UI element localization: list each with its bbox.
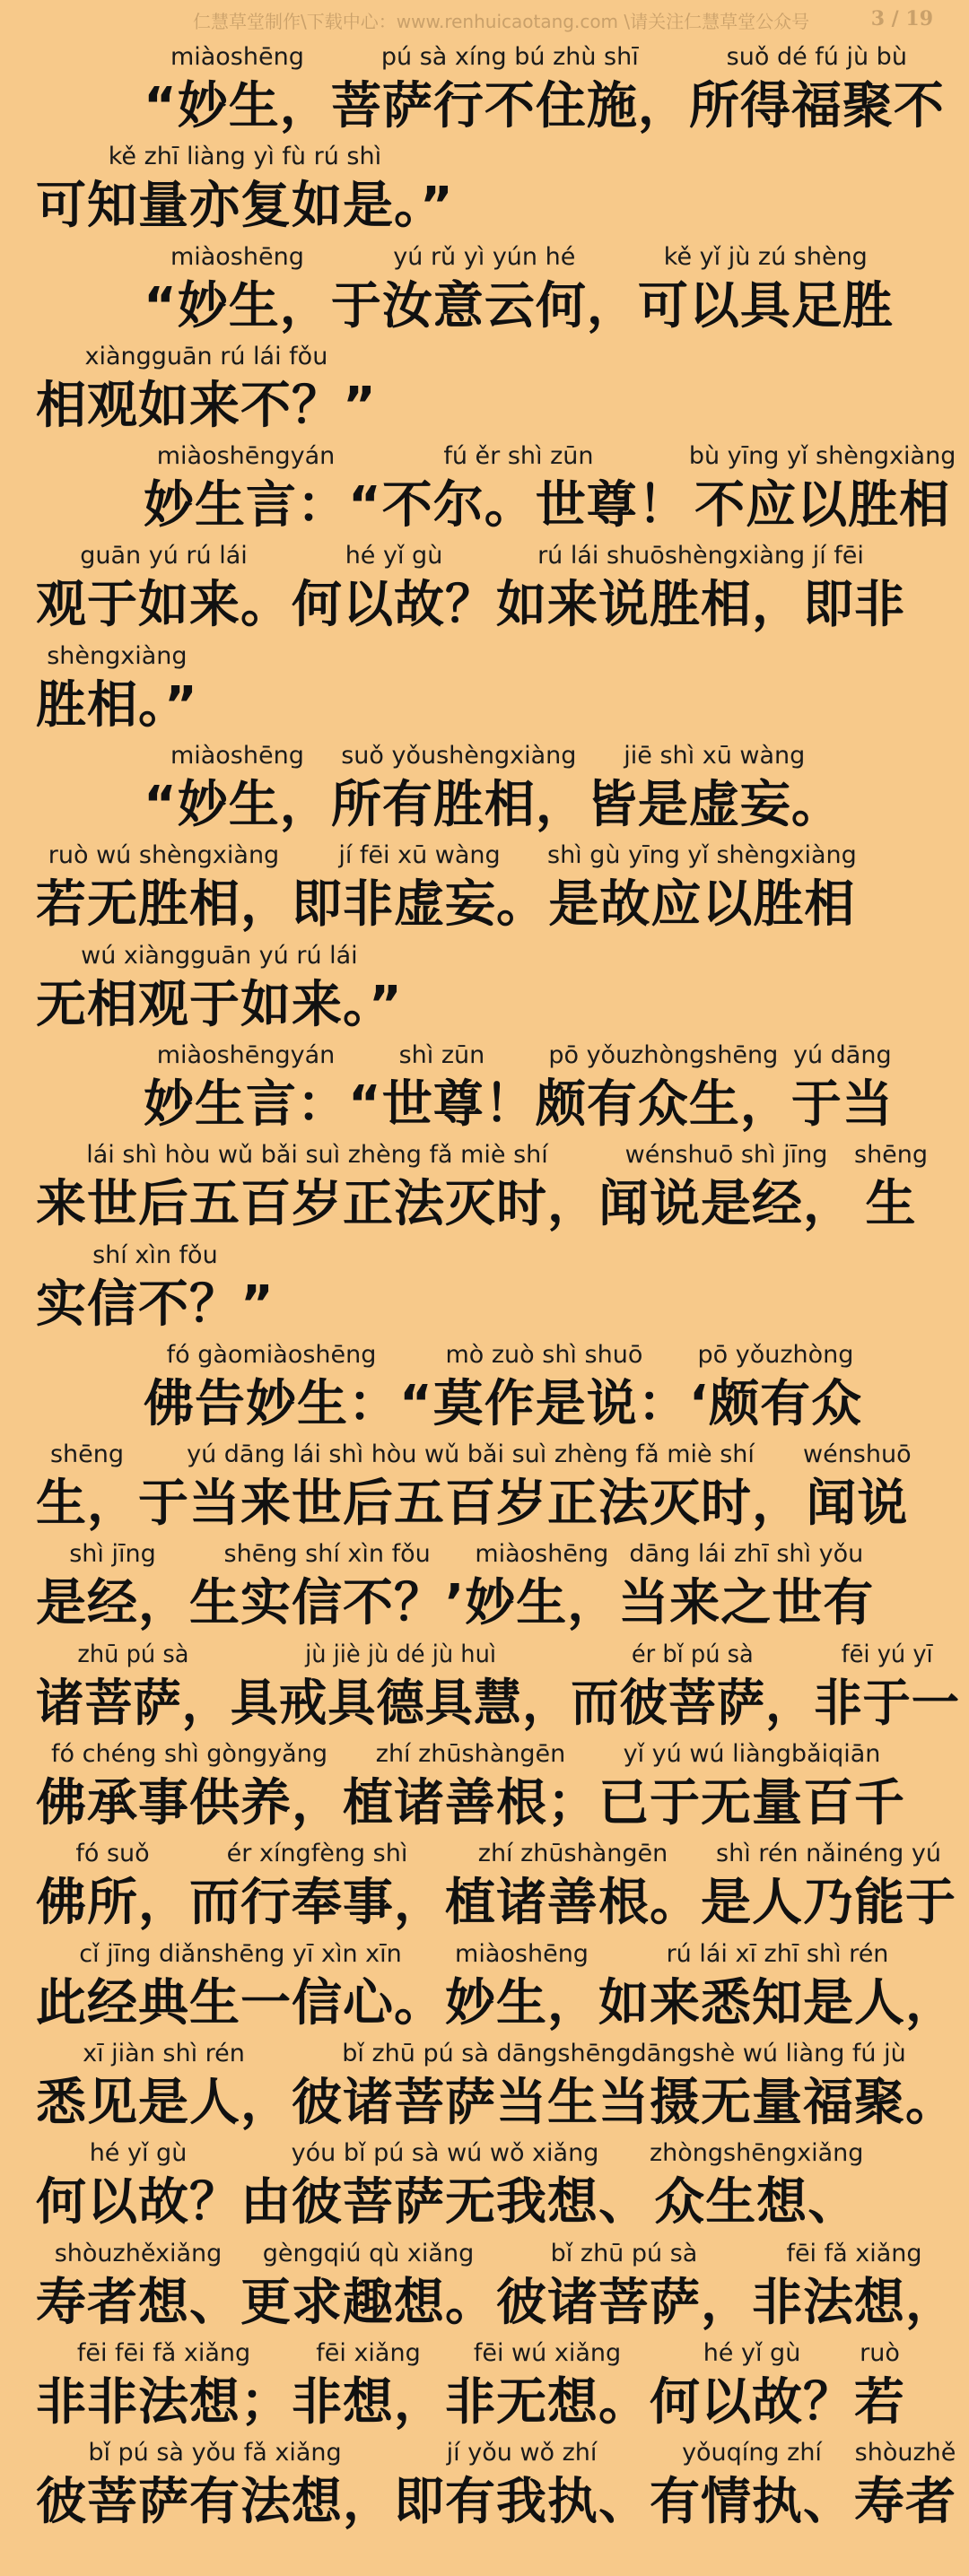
text-segment (650, 2432, 854, 2531)
text-segment (36, 1433, 138, 1533)
hanzi: 寿者 (854, 2473, 956, 2532)
hanzi: 更求趣想。 (240, 2273, 496, 2332)
hanzi: 若 (854, 2372, 905, 2432)
pinyin: pú sà xíng bú zhù shī (380, 43, 639, 71)
pinyin: shí xìn fǒu (92, 1240, 218, 1269)
text-line (0, 2332, 969, 2432)
text-segment (36, 635, 198, 735)
hanzi: 闻说 (806, 1475, 909, 1534)
text-segment (445, 2332, 650, 2432)
text-line (0, 935, 969, 1034)
pinyin: ruò (860, 2338, 900, 2367)
hanzi: 非非法想； (36, 2372, 292, 2432)
text-segment (144, 1334, 399, 1433)
hanzi: 于当 (790, 1075, 894, 1134)
text-line (0, 1334, 969, 1433)
pinyin: xī jiàn shì rén (83, 2039, 245, 2067)
pinyin: wénshuō shì jīng (624, 1141, 828, 1170)
text-line (0, 135, 969, 235)
text-segment (598, 1134, 854, 1233)
text-segment (36, 1733, 343, 1832)
pinyin: xiàngguān rú lái fǒu (84, 342, 328, 370)
text-segment (36, 1234, 275, 1334)
pinyin: suǒ dé fú jù bù (726, 43, 907, 71)
pinyin: wú xiàngguān yú rú lái (81, 941, 358, 970)
hanzi: 佛所， (36, 1874, 189, 1933)
text-segment (496, 2232, 752, 2332)
scripture-text (0, 36, 969, 2531)
text-line (0, 435, 969, 535)
hanzi: 若无胜相， (36, 875, 292, 935)
text-segment (36, 2032, 292, 2132)
text-segment (331, 36, 689, 135)
pinyin: fēi yú yī (841, 1640, 933, 1668)
text-segment (36, 335, 377, 435)
hanzi: 可以具足胜 (637, 276, 894, 335)
hanzi: 闻说是经， (598, 1175, 854, 1234)
pinyin: fēi wú xiǎng (473, 2338, 622, 2367)
text-segment (240, 2132, 650, 2232)
hanzi: “莫作是说： (399, 1374, 689, 1433)
pinyin: suǒ yǒushèngxiàng (341, 742, 577, 770)
text-segment (331, 236, 638, 335)
hanzi: 观于如来。 (36, 576, 292, 635)
hanzi: 于当来世后五百岁正法灭时， (138, 1475, 803, 1534)
hanzi: 由彼菩萨无我想、 (240, 2173, 650, 2232)
hanzi: 何以故？ (292, 576, 496, 635)
hanzi: 非无想。 (445, 2372, 650, 2432)
pinyin: kě yǐ jù zú shèng (663, 242, 868, 271)
text-segment (292, 2032, 956, 2132)
text-line (0, 1832, 969, 1932)
text-segment (618, 1533, 874, 1632)
hanzi: “不尔。世尊！ (348, 476, 689, 535)
pinyin: ér xíngfèng shì (226, 1840, 408, 1868)
pinyin: jiē shì xū wàng (624, 742, 806, 770)
pinyin: yú dāng (793, 1040, 892, 1069)
hanzi: 菩萨行不住施， (330, 77, 689, 135)
pinyin: shòuzhěxiǎng (54, 2239, 223, 2267)
text-segment (854, 1134, 928, 1233)
text-segment (36, 834, 292, 934)
hanzi: 生， (36, 1475, 138, 1534)
pinyin: guān yú rú lái (80, 542, 248, 570)
text-segment (189, 1533, 465, 1632)
hanzi: 何以故？ (650, 2372, 854, 2432)
text-segment (292, 834, 547, 934)
text-segment (292, 535, 496, 634)
hanzi: 有情执、 (650, 2473, 854, 2532)
text-segment (587, 735, 842, 834)
hanzi: 此经典生一信心。 (36, 1973, 445, 2032)
hanzi: 无相观于如来。” (36, 975, 403, 1034)
pinyin: miàoshēng (170, 742, 304, 770)
text-segment (650, 2132, 863, 2232)
pinyin: jí yǒu wǒ zhí (446, 2439, 598, 2467)
text-line (0, 2432, 969, 2531)
text-segment (399, 1334, 689, 1433)
pinyin: lái shì hòu wǔ bǎi suì zhèng fǎ miè shí (86, 1141, 548, 1170)
text-segment (791, 1034, 894, 1134)
text-segment (36, 1832, 189, 1932)
text-segment (465, 1533, 618, 1632)
pinyin: shì zūn (398, 1040, 485, 1069)
text-segment (598, 1933, 956, 2032)
text-segment (36, 2132, 240, 2232)
hanzi: 彼诸菩萨， (496, 2273, 752, 2332)
text-segment (689, 36, 945, 135)
text-segment (394, 2432, 650, 2531)
hanzi: 何以故？ (36, 2173, 240, 2232)
hanzi: “妙生， (144, 276, 331, 335)
text-segment (36, 2232, 240, 2332)
hanzi: 众生想、 (654, 2173, 860, 2232)
pinyin: fó gàomiàoshēng (166, 1340, 377, 1369)
text-segment (689, 1334, 862, 1433)
hanzi: 植诸善根； (343, 1774, 598, 1833)
hanzi: 如来悉知是人， (598, 1973, 956, 2032)
pinyin: shēng shí xìn fǒu (223, 1540, 431, 1569)
pinyin: miàoshēng (170, 242, 304, 271)
pinyin: zhí zhūshàngēn (477, 1840, 668, 1868)
text-line (0, 2232, 969, 2332)
text-segment (803, 1433, 912, 1533)
text-segment (814, 1633, 960, 1733)
text-line (0, 635, 969, 735)
text-line (0, 834, 969, 934)
hanzi: 相观如来不？” (36, 376, 377, 435)
text-segment (240, 2232, 496, 2332)
text-segment (689, 435, 956, 535)
hanzi: 来世后五百岁正法灭时， (36, 1175, 598, 1234)
hanzi: 可知量亦复如是。” (36, 177, 454, 236)
text-segment (348, 435, 689, 535)
hanzi: 非法想， (752, 2273, 956, 2332)
hanzi: “妙生， (144, 77, 331, 135)
text-segment (348, 1034, 536, 1134)
hanzi: 如来说胜相，即非 (496, 576, 905, 635)
text-segment (854, 2432, 956, 2531)
hanzi: 佛告妙生： (144, 1374, 399, 1433)
pinyin: jí fēi xū wàng (338, 841, 501, 870)
text-segment (547, 834, 857, 934)
pinyin: shèngxiàng (47, 641, 188, 670)
hanzi: “妙生， (144, 776, 331, 835)
hanzi: 胜相。” (36, 675, 198, 735)
hanzi: 悉见是人， (36, 2073, 292, 2132)
pinyin: hé yǐ gù (89, 2139, 188, 2168)
text-line (0, 1034, 969, 1134)
text-segment (189, 1832, 445, 1932)
text-line (2, 1633, 960, 1733)
hanzi: 是故应以胜相 (548, 875, 856, 935)
text-line (0, 1533, 969, 1632)
pinyin: fēi fēi fǎ xiǎng (76, 2338, 251, 2367)
hanzi: 彼菩萨有法想， (36, 2473, 394, 2532)
text-line (0, 1234, 969, 1334)
pinyin: miàoshēngyán (156, 1040, 336, 1069)
pinyin: yú dāng lái shì hòu wǔ bǎi suì zhèng fǎ miè shí (187, 1440, 755, 1469)
text-segment (144, 236, 331, 335)
text-line (0, 2032, 969, 2132)
header-title: 仁慧草堂制作\下载中心：www.renhuicaotang.com \请关注仁慧草堂公众号 (193, 11, 810, 32)
text-segment (36, 535, 292, 634)
hanzi: “世尊！ (348, 1075, 536, 1134)
pinyin: bǐ pú sà yǒu fǎ xiǎng (88, 2439, 342, 2467)
text-line (0, 735, 969, 834)
pinyin: rú lái shuōshèngxiàng jí fēi (537, 542, 864, 570)
pinyin: yú rǔ yì yún hé (393, 242, 576, 271)
text-segment (36, 2332, 292, 2432)
hanzi: 所得福聚不 (688, 77, 945, 135)
text-segment (701, 1832, 956, 1932)
pinyin: miàoshēng (170, 43, 304, 71)
hanzi: 是人乃能于 (701, 1874, 956, 1933)
pinyin: fó chéng shì gòngyǎng (51, 1740, 327, 1769)
pinyin: fēi xiǎng (316, 2338, 421, 2367)
hanzi: 非想， (292, 2372, 445, 2432)
hanzi: 诸菩萨， (36, 1674, 231, 1733)
hanzi: 妙生言： (144, 1075, 348, 1134)
text-segment (36, 1134, 598, 1233)
text-segment (445, 1832, 701, 1932)
hanzi: 生实信不？’ (189, 1574, 466, 1633)
text-line (0, 2132, 969, 2232)
text-line (0, 1433, 969, 1533)
pinyin: miàoshēng (475, 1540, 609, 1569)
pinyin: shì gù yīng yǐ shèngxiàng (547, 841, 857, 870)
pinyin: shì rén nǎinéng yú (716, 1840, 941, 1868)
text-segment (331, 735, 587, 834)
text-segment (36, 1633, 231, 1733)
hanzi: 即有我执、 (394, 2473, 650, 2532)
text-segment (36, 2432, 394, 2531)
hanzi: 当来之世有 (618, 1574, 875, 1633)
pinyin: ruò wú shèngxiàng (48, 841, 280, 870)
text-segment (571, 1633, 814, 1733)
pinyin: ér bǐ pú sà (631, 1640, 754, 1668)
hanzi: 生 (865, 1175, 917, 1234)
pinyin: shì jīng (69, 1540, 156, 1569)
pinyin: bǐ zhū pú sà dāngshēngdāngshè wú liàng fú jù (342, 2039, 906, 2067)
pinyin: bǐ zhū pú sà (550, 2239, 698, 2267)
hanzi: 妙生， (465, 1574, 619, 1633)
pinyin: zhòngshēngxiǎng (650, 2139, 864, 2168)
pinyin: yóu bǐ pú sà wú wǒ xiǎng (291, 2139, 599, 2168)
text-segment (598, 1733, 905, 1832)
text-segment (36, 135, 454, 235)
text-segment (144, 1034, 348, 1134)
pinyin: bù yīng yǐ shèngxiàng (688, 442, 956, 471)
text-segment (231, 1633, 571, 1733)
hanzi: 不应以胜相 (694, 476, 951, 535)
text-line (0, 236, 969, 335)
text-segment (536, 1034, 791, 1134)
pinyin: zhí zhūshàngēn (375, 1740, 566, 1769)
hanzi: 而行奉事， (189, 1874, 445, 1933)
text-segment (144, 735, 331, 834)
pinyin: wénshuō (803, 1440, 912, 1469)
hanzi: 彼诸菩萨当生当摄无量福聚。 (292, 2073, 956, 2132)
text-segment (138, 1433, 803, 1533)
text-segment (292, 2332, 445, 2432)
pinyin: pō yǒuzhòng (697, 1340, 854, 1369)
text-segment (752, 2232, 956, 2332)
text-segment (445, 1933, 598, 2032)
pinyin: zhū pú sà (77, 1640, 189, 1668)
pinyin: fó suǒ (75, 1840, 150, 1868)
pinyin: hé yǐ gù (703, 2338, 801, 2367)
pinyin: pō yǒuzhòngshēng (548, 1040, 779, 1069)
hanzi: 非于一 (814, 1674, 960, 1733)
text-line (0, 1134, 969, 1233)
pinyin: dāng lái zhī shì yǒu (629, 1540, 864, 1569)
pinyin: gèngqiú qù xiǎng (262, 2239, 475, 2267)
hanzi: 佛承事供养， (36, 1774, 343, 1833)
pinyin: kě zhī liàng yì fù rú shì (108, 143, 382, 171)
text-segment (36, 935, 403, 1034)
text-line (0, 36, 969, 135)
pinyin: shòuzhě (854, 2439, 956, 2467)
text-line (0, 535, 969, 634)
pinyin: fēi fǎ xiǎng (786, 2239, 922, 2267)
page-number: 3 / 19 (870, 7, 933, 30)
hanzi: 妙生言： (144, 476, 348, 535)
pinyin: shēng (49, 1440, 125, 1469)
pinyin: miàoshēngyán (156, 442, 336, 471)
pinyin: miàoshēng (455, 1939, 589, 1968)
text-segment (144, 435, 348, 535)
hanzi: ‘颇有众 (688, 1374, 863, 1433)
hanzi: 皆是虚妄。 (586, 776, 842, 835)
hanzi: 已于无量百千 (598, 1774, 905, 1833)
pinyin: mò zuò shì shuō (445, 1340, 643, 1369)
pinyin: hé yǐ gù (345, 542, 443, 570)
hanzi: 是经， (36, 1574, 189, 1633)
hanzi: 即非虚妄。 (292, 875, 547, 935)
text-segment (650, 2332, 854, 2432)
pinyin: shēng (854, 1141, 929, 1170)
hanzi: 寿者想、 (36, 2273, 240, 2332)
pinyin: yǒuqíng zhí (682, 2439, 822, 2467)
hanzi: 具戒具德具慧， (230, 1674, 572, 1733)
text-line (0, 1933, 969, 2032)
hanzi: 实信不？” (36, 1275, 275, 1334)
pinyin: cǐ jīng diǎnshēng yī xìn xīn (79, 1939, 402, 1968)
pinyin: fú ěr shì zūn (443, 442, 594, 471)
hanzi: 颇有众生， (535, 1075, 791, 1134)
pinyin: jù jiè jù dé jù huì (305, 1640, 496, 1668)
text-segment (36, 1533, 189, 1632)
text-segment (638, 236, 894, 335)
text-segment (496, 535, 905, 634)
text-line (0, 1733, 969, 1832)
hanzi: 植诸善根。 (445, 1874, 701, 1933)
text-line (0, 335, 969, 435)
pinyin: rú lái xī zhī shì rén (666, 1939, 889, 1968)
text-segment (854, 2332, 905, 2432)
text-segment (343, 1733, 598, 1832)
hanzi: 于汝意云何， (330, 276, 638, 335)
hanzi: 所有胜相， (330, 776, 587, 835)
pinyin: yǐ yú wú liàngbǎiqiān (623, 1740, 881, 1769)
text-segment (36, 1933, 445, 2032)
text-segment (144, 36, 331, 135)
hanzi: 妙生， (445, 1973, 598, 2032)
hanzi: 而彼菩萨， (571, 1674, 815, 1733)
